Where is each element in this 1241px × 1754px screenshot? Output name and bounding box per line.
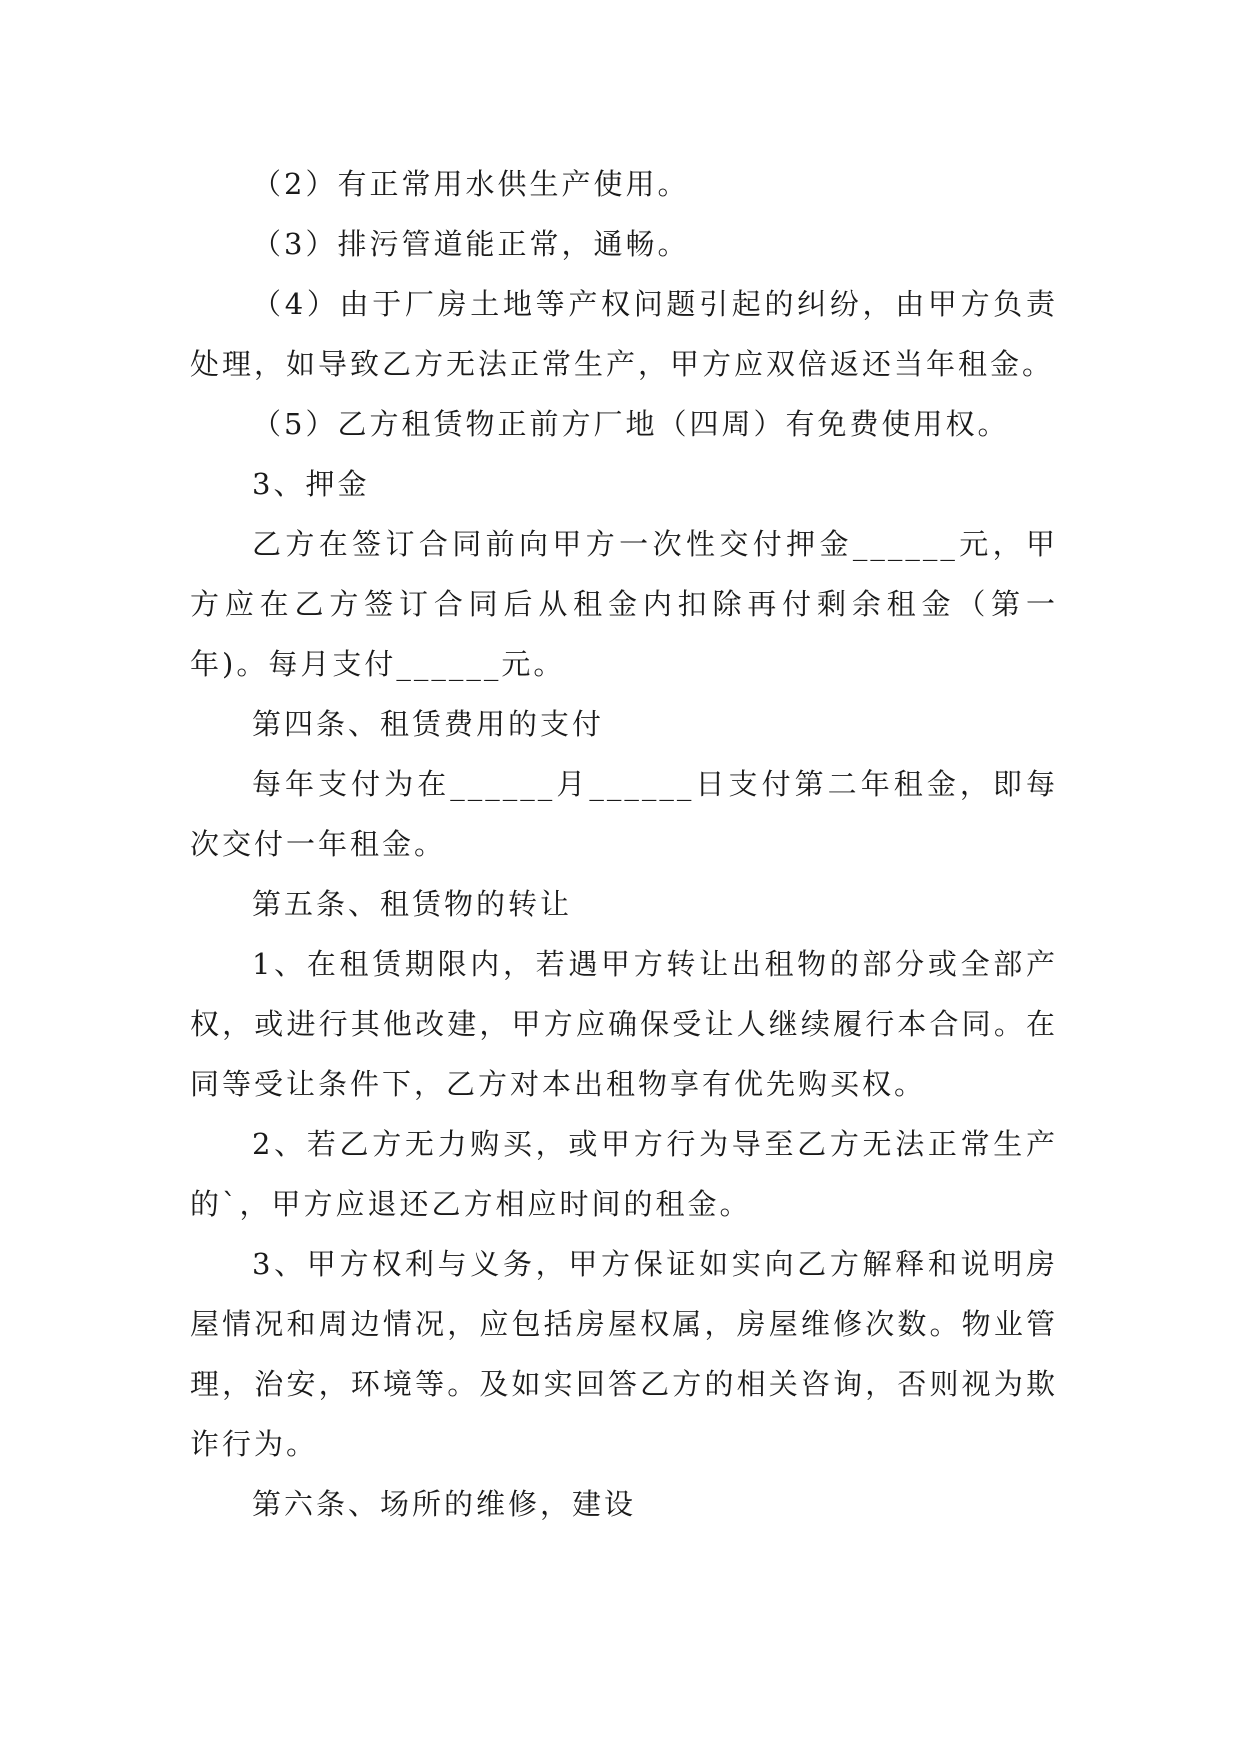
paragraph-transfer-2: 2、若乙方无力购买，或甲方行为导至乙方无法正常生产的`，甲方应退还乙方相应时间的租金。 (190, 1127, 1058, 1221)
paragraph-free-use: （5）乙方租赁物正前方厂地（四周）有免费使用权。 (252, 407, 1010, 441)
paragraph-payment: 每年支付为在______月______日支付第二年租金，即每次交付一年租金。 (190, 767, 1058, 861)
paragraph-transfer-1: 1、在租赁期限内，若遇甲方转让出租物的部分或全部产权，或进行其他改建，甲方应确保受让人继续履行本合同。在同等受让条件下，乙方对本出租物享有优先购买权。 (190, 947, 1058, 1101)
article-heading-4: 第四条、租赁费用的支付 (252, 707, 605, 741)
section-heading-deposit: 3、押金 (252, 467, 370, 501)
paragraph-transfer-3: 3、甲方权利与义务，甲方保证如实向乙方解释和说明房屋情况和周边情况，应包括房屋权属，房屋维修次数。物业管理，治安，环境等。及如实回答乙方的相关咨询，否则视为欺诈行为。 (190, 1247, 1058, 1461)
paragraph-water-supply: （2）有正常用水供生产使用。 (252, 167, 690, 201)
paragraph-deposit: 乙方在签订合同前向甲方一次性交付押金______元，甲方应在乙方签订合同后从租金内扣除再付剩余租金（第一年)。每月支付______元。 (190, 527, 1058, 681)
article-heading-5: 第五条、租赁物的转让 (252, 887, 573, 921)
document-body (190, 154, 1058, 1534)
article-heading-6: 第六条、场所的维修，建设 (252, 1487, 637, 1521)
paragraph-drainage: （3）排污管道能正常，通畅。 (252, 227, 690, 261)
paragraph-property-dispute: （4）由于厂房土地等产权问题引起的纠纷，由甲方负责处理，如导致乙方无法正常生产，甲方应双倍返还当年租金。 (190, 287, 1058, 381)
